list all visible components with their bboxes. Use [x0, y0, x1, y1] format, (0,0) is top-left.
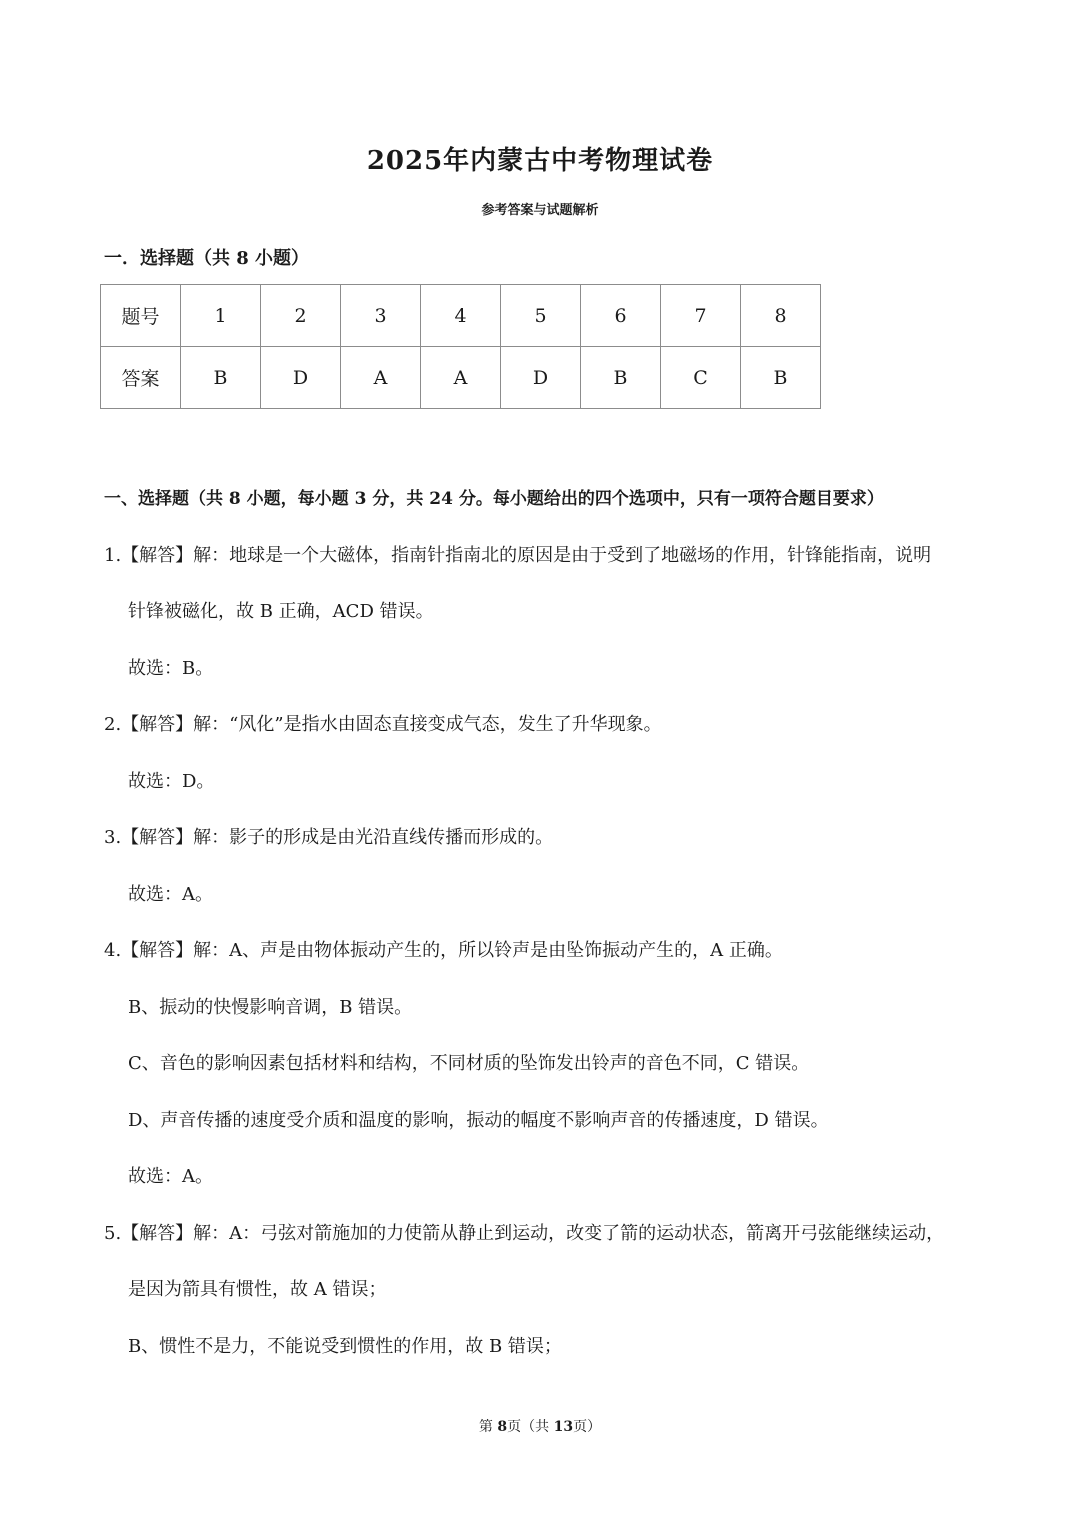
- solution-line: 2.【解答】解：“风化”是指水由固态直接变成气态，发生了升华现象。: [104, 714, 662, 735]
- answer-cell: C: [661, 347, 741, 409]
- solution-line: 故选：A。: [128, 884, 213, 905]
- solution-line: B、振动的快慢影响音调，B 错误。: [128, 997, 413, 1018]
- solution-line: 5.【解答】解：A：弓弦对箭施加的力使箭从静止到运动，改变了箭的运动状态，箭离开弓弦能继续运动，: [104, 1223, 945, 1244]
- solution-line: B、惯性不是力，不能说受到惯性的作用，故 B 错误；: [128, 1336, 562, 1357]
- footer-prefix: 第: [478, 1419, 498, 1435]
- answer-cell: A: [421, 347, 501, 409]
- table-row-numbers: [101, 285, 821, 347]
- answer-table: [100, 284, 821, 409]
- answer-cell: B: [741, 347, 821, 409]
- footer-suffix: 页）: [573, 1419, 602, 1435]
- question-number-cell: 3: [341, 285, 421, 347]
- total-page-count: 13: [553, 1419, 574, 1435]
- answer-cell: D: [261, 347, 341, 409]
- solution-line: 故选：D。: [128, 771, 215, 792]
- table-row-answers: [101, 347, 821, 409]
- solution-line: 故选：A。: [128, 1166, 213, 1187]
- answer-cell: B: [181, 347, 261, 409]
- section1-heading: 一．选择题（共 8 小题）: [104, 248, 310, 269]
- solution-line: 是因为箭具有惯性，故 A 错误；: [128, 1279, 387, 1300]
- document-title: 2025年内蒙古中考物理试卷: [366, 146, 714, 176]
- solution-line: D、声音传播的速度受介质和温度的影响，振动的幅度不影响声音的传播速度，D 错误。: [128, 1110, 829, 1131]
- solution-line: 故选：B。: [128, 658, 214, 679]
- question-number-cell: 4: [421, 285, 501, 347]
- solution-line: 针锋被磁化，故 B 正确，ACD 错误。: [128, 601, 434, 622]
- answer-cell: D: [501, 347, 581, 409]
- question-number-cell: 6: [581, 285, 661, 347]
- solution-line: C、音色的影响因素包括材料和结构，不同材质的坠饰发出铃声的音色不同，C 错误。: [128, 1053, 810, 1074]
- answer-cell: B: [581, 347, 661, 409]
- section2-heading: 一、选择题（共 8 小题，每小题 3 分，共 24 分。每小题给出的四个选项中，只有一项符合题目要求）: [104, 489, 884, 509]
- document-subtitle: 参考答案与试题解析: [481, 203, 599, 218]
- footer-middle: 页（共: [507, 1419, 554, 1435]
- question-number-cell: 2: [261, 285, 341, 347]
- question-number-cell: 5: [501, 285, 581, 347]
- solution-line: 1.【解答】解：地球是一个大磁体，指南针指南北的原因是由于受到了地磁场的作用，针锋能指南，说明: [104, 545, 932, 566]
- question-number-cell: 8: [741, 285, 821, 347]
- row-label-question-number: 题号: [101, 285, 181, 347]
- row-label-answer: 答案: [101, 347, 181, 409]
- current-page-number: 8: [497, 1419, 508, 1435]
- question-number-cell: 7: [661, 285, 741, 347]
- question-number-cell: 1: [181, 285, 261, 347]
- solution-line: 4.【解答】解：A、声是由物体振动产生的，所以铃声是由坠饰振动产生的，A 正确。: [104, 940, 783, 961]
- solution-line: 3.【解答】解：影子的形成是由光沿直线传播而形成的。: [104, 827, 554, 848]
- answer-cell: A: [341, 347, 421, 409]
- page-footer: [0, 1416, 1080, 1436]
